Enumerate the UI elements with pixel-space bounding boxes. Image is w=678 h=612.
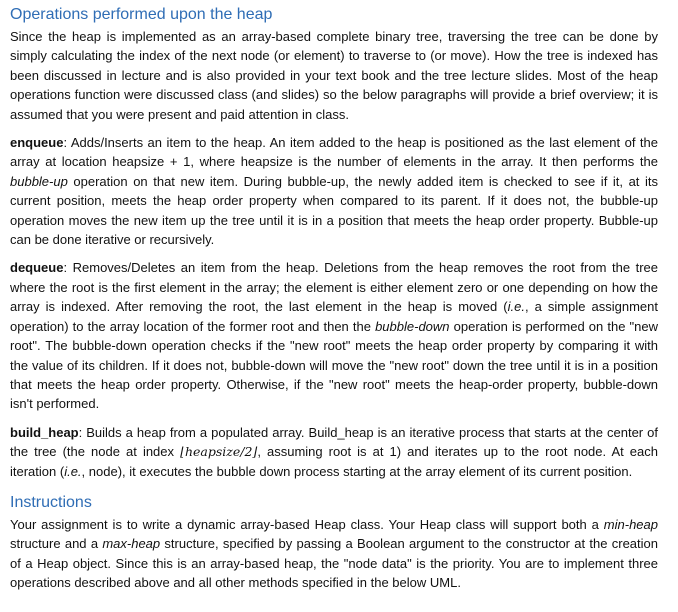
build-heap-paragraph bbox=[10, 423, 658, 481]
intro-text: Since the heap is implemented as an array-based complete binary tree, traversing the tree can be done by simply calculating the index of the next node (or element) to traverse to (or move). How the tree is indexed has been discussed in lecture and is also provided in your text book and the tree lecture slides. Most of the heap operations function were discussed class (and slides) so the below paragraphs will provide a brief overview; it is assumed that you were present and paid attention in class. bbox=[10, 29, 658, 122]
dequeue-text-3: operation is performed on the "new root". The bubble-down operation checks if the "new root" meets the heap order property by comparing it with the value of its children. If it does not, bubble-down will move the "new root" down the tree until it is in a position that meets the heap order property. Otherwise, if the "new root" meets the heap-order property, bubble-down isn't performed. bbox=[10, 318, 658, 412]
bubble-down-term: bubble-down bbox=[375, 318, 450, 334]
dequeue-text-1: : Removes/Deletes an item from the heap. Deletions from the heap removes the root from the tree where the root is the first element in the array; the element is either element zero or one depending on how the array is indexed. After removing the root, the last element in the heap is moved ( bbox=[10, 260, 658, 315]
dequeue-term: dequeue bbox=[10, 260, 64, 276]
ie-abbrev-2: i.e. bbox=[64, 463, 82, 479]
dequeue-paragraph bbox=[10, 258, 658, 413]
enqueue-term: enqueue bbox=[10, 135, 64, 151]
enqueue-paragraph bbox=[10, 133, 658, 249]
dequeue-text-2: , a simple assignment operation) to the array location of the former root and then the bbox=[10, 299, 658, 334]
enqueue-text-1: : Adds/Inserts an item to the heap. An item added to the heap is positioned as the last element of the array at location heapsize + 1, where heapsize is the number of elements in the array. It then performs the bbox=[10, 135, 658, 170]
section-heading-instructions: Instructions bbox=[10, 493, 92, 511]
min-heap-term: min-heap bbox=[603, 516, 658, 532]
instructions-text-2: structure and a bbox=[10, 536, 103, 552]
build-heap-text-2: , assuming root is at 1) and iterates up to the root node. At each iteration ( bbox=[10, 444, 658, 479]
build-heap-text-3: , node), it executes the bubble down process starting at the array element of its current position. bbox=[81, 463, 633, 479]
enqueue-text-2: operation on that new item. During bubble-up, the newly added item is checked to see if it, at its current position, meets the heap order property when compared to its parent. If it does not, the bubble-up operation moves the new item up the tree until it is in a position that meets the heap order property. Bubble-up can be done iterative or recursively. bbox=[10, 173, 658, 248]
instructions-text-3: structure, specified by passing a Boolean argument to the constructor at the creation of a Heap object. Since this is an array-based heap, the "node data" is the priority. You are to implement three operations described above and all other methods specified in the below UML. bbox=[10, 536, 658, 591]
bubble-up-term: bubble-up bbox=[10, 173, 68, 189]
floor-heapsize-formula: ⌊heapsize/2⌋ bbox=[180, 444, 258, 460]
intro-paragraph bbox=[10, 27, 658, 124]
max-heap-term: max-heap bbox=[102, 536, 161, 552]
section-heading-operations: Operations performed upon the heap bbox=[10, 6, 273, 23]
ie-abbrev: i.e. bbox=[507, 299, 525, 315]
build-heap-text-1: : Builds a heap from a populated array. Build_heap is an iterative process that starts at the center of the tree (the node at index bbox=[10, 424, 658, 460]
build-heap-term: build_heap bbox=[10, 424, 79, 440]
instructions-paragraph bbox=[10, 515, 658, 593]
instructions-text-1: Your assignment is to write a dynamic array-based Heap class. Your Heap class will support both a bbox=[10, 516, 604, 532]
